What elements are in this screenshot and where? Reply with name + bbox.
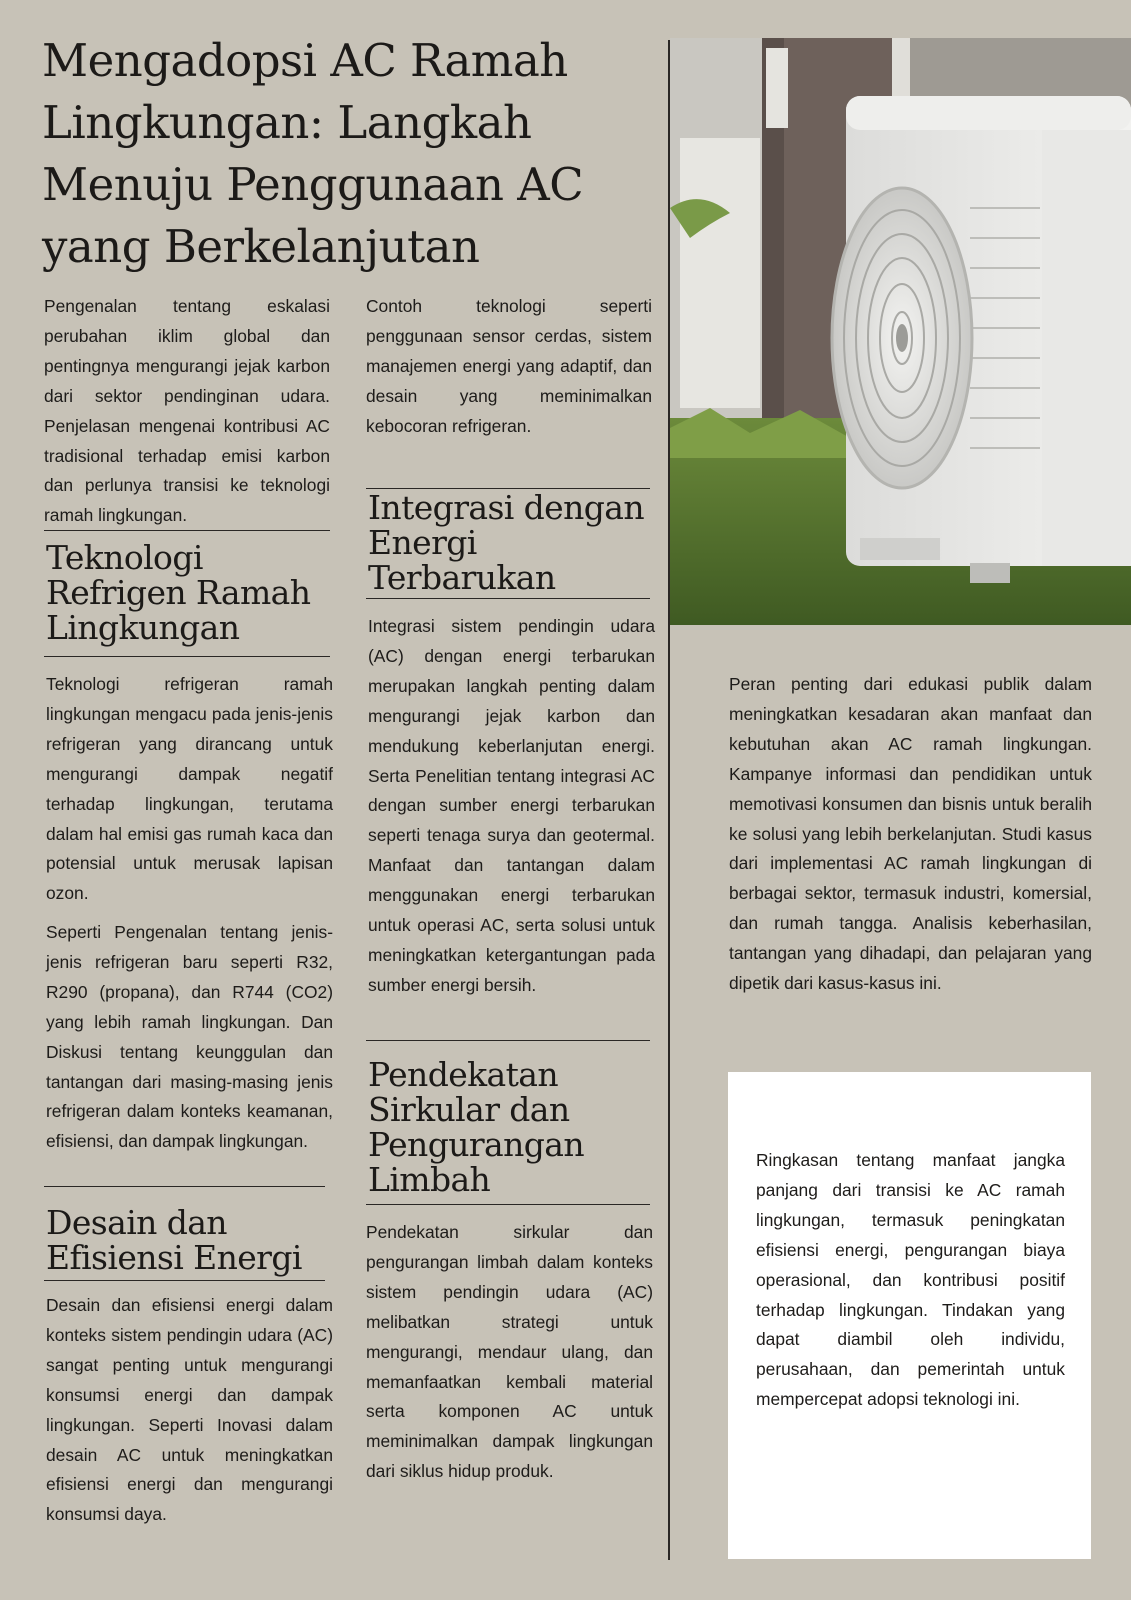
design-paragraph: Desain dan efisiensi energi dalam konteks sistem pendingin udara (AC) sangat penting untuk mengurangi konsumsi energi dan dampak lingkungan. Seperti Inovasi dalam desain AC untuk meningkatkan efisiensi energi dan mengurangi konsumsi daya. <box>46 1295 333 1525</box>
sensor-technology-paragraph: Contoh teknologi seperti penggunaan sensor cerdas, sistem manajemen energi yang adaptif, dan desain yang meminimalkan kebocoran refrigeran. <box>366 296 652 436</box>
divider <box>44 656 330 657</box>
intro-paragraph: Pengenalan tentang eskalasi perubahan iklim global dan pentingnya mengurangi jejak karbon dari sektor pendinginan udara. Penjelasan mengenai kontribusi AC tradisional terhadap emisi karbon dan perlunya transisi ke teknologi ramah lingkungan. <box>44 296 330 526</box>
section-heading-design: Desain dan Efisiensi Energi <box>46 1203 302 1277</box>
divider <box>44 1186 325 1187</box>
divider <box>366 1204 650 1205</box>
education-paragraph: Peran penting dari edukasi publik dalam meningkatkan kesadaran akan manfaat dan kebutuhan akan AC ramah lingkungan. Kampanye informasi dan pendidikan untuk memotivasi konsumen dan bisnis untuk beralih ke solusi yang lebih berkelanjutan. Studi kasus dari implementasi AC ramah lingkungan di berbagai sektor, termasuk industri, komersial, dan rumah tangga. Analisis keberhasilan, tantangan yang dihadapi, dan pelajaran yang dipetik dari kasus-kasus ini. <box>729 674 1092 994</box>
divider <box>366 598 650 599</box>
outdoor-ac-unit-photo <box>670 38 1131 625</box>
divider <box>44 530 330 531</box>
section-heading-refrigerant: Teknologi Refrigen Ramah Lingkungan <box>46 538 311 647</box>
divider <box>44 1280 325 1281</box>
summary-paragraph: Ringkasan tentang manfaat jangka panjang dari transisi ke AC ramah lingkungan, termasuk peningkatan efisiensi energi, pengurangan biaya operasional, dan kontribusi positif terhadap lingkungan. Tindakan yang dapat diambil oleh individu, perusahaan, dan pemerintah untuk mempercepat adopsi teknologi ini. <box>756 1150 1065 1410</box>
refrigerant-paragraph-1: Teknologi refrigeran ramah lingkungan mengacu pada jenis-jenis refrigeran yang dirancang untuk mengurangi dampak negatif terhadap lingkungan, terutama dalam hal emisi gas rumah kaca dan potensial untuk merusak lapisan ozon. <box>46 674 333 904</box>
divider <box>366 1040 650 1041</box>
circular-paragraph: Pendekatan sirkular dan pengurangan limbah dalam konteks sistem pendingin udara (AC) melibatkan strategi untuk mengurangi, mendaur ulang, dan memanfaatkan kembali material serta komponen AC untuk meminimalkan dampak lingkungan dari siklus hidup produk. <box>366 1222 653 1482</box>
section-heading-circular: Pendekatan Sirkular dan Pengurangan Limbah <box>368 1055 585 1199</box>
section-heading-renewable: Integrasi dengan Energi Terbarukan <box>368 488 644 597</box>
refrigerant-paragraph-2: Seperti Pengenalan tentang jenis-jenis refrigeran baru seperti R32, R290 (propana), dan R744 (CO2) yang lebih ramah lingkungan. Dan Diskusi tentang keunggulan dan tantangan dari masing-masing jenis refrigeran dalam konteks keamanan, efisiensi, dan dampak lingkungan. <box>46 922 333 1152</box>
renewable-paragraph: Integrasi sistem pendingin udara (AC) dengan energi terbarukan merupakan langkah penting dalam mengurangi jejak karbon dan mendukung keberlanjutan energi. Serta Penelitian tentang integrasi AC dengan sumber energi terbarukan seperti tenaga surya dan geotermal. Manfaat dan tantangan dalam menggunakan energi terbarukan untuk operasi AC, serta solusi untuk meningkatkan ketergantungan pada sumber energi bersih. <box>368 616 655 995</box>
page-title: Mengadopsi AC Ramah Lingkungan: Langkah Menuju Penggunaan AC yang Berkelanjutan <box>42 34 584 273</box>
